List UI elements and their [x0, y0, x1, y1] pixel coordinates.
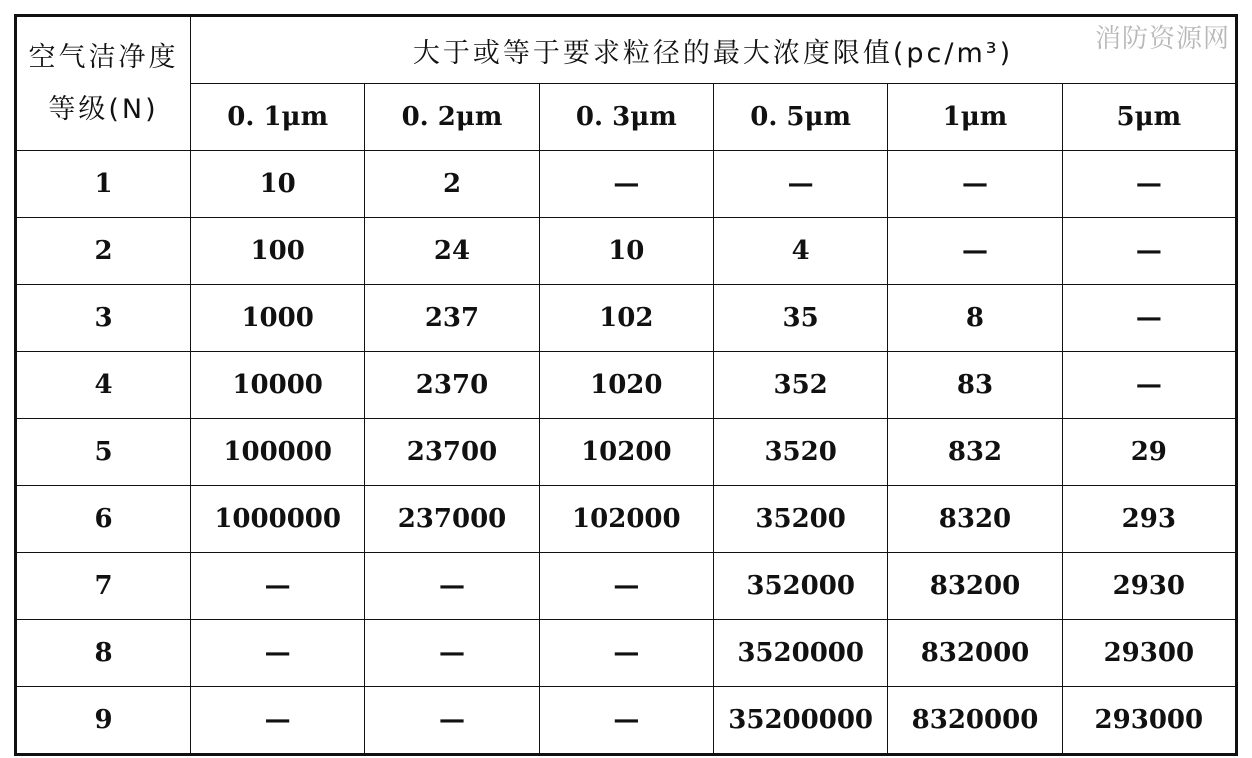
grade-cell: 1	[16, 151, 191, 218]
value-cell: 1020	[539, 352, 713, 419]
value-cell: 832	[888, 419, 1062, 486]
value-cell: 24	[365, 218, 539, 285]
value-cell: —	[1062, 151, 1236, 218]
value-cell: 1000000	[191, 486, 365, 553]
value-cell: —	[888, 218, 1062, 285]
value-cell: —	[539, 687, 713, 755]
table-body	[16, 151, 1237, 755]
grade-cell: 2	[16, 218, 191, 285]
table-header	[16, 16, 1237, 151]
value-cell: —	[1062, 352, 1236, 419]
value-cell: 4	[713, 218, 887, 285]
value-cell: 832000	[888, 620, 1062, 687]
table-row	[16, 687, 1237, 755]
particle-size-header: 0. 1μm	[191, 84, 365, 151]
table-row	[16, 419, 1237, 486]
grade-cell: 3	[16, 285, 191, 352]
value-cell: —	[888, 151, 1062, 218]
table-row	[16, 553, 1237, 620]
value-cell: 3520000	[713, 620, 887, 687]
value-cell: 10	[539, 218, 713, 285]
value-cell: 2370	[365, 352, 539, 419]
particle-size-header: 0. 2μm	[365, 84, 539, 151]
grade-cell: 4	[16, 352, 191, 419]
value-cell: 237000	[365, 486, 539, 553]
grade-header-line2: 等级(N)	[48, 93, 159, 125]
grade-cell: 6	[16, 486, 191, 553]
value-cell: —	[539, 620, 713, 687]
value-cell: 100000	[191, 419, 365, 486]
particle-size-header: 5μm	[1062, 84, 1236, 151]
table-row	[16, 285, 1237, 352]
value-cell: 2	[365, 151, 539, 218]
value-cell: —	[365, 553, 539, 620]
table-row	[16, 352, 1237, 419]
table-row	[16, 620, 1237, 687]
value-cell: —	[1062, 218, 1236, 285]
value-cell: 29300	[1062, 620, 1236, 687]
value-cell: 83	[888, 352, 1062, 419]
table-row	[16, 486, 1237, 553]
value-cell: 352000	[713, 553, 887, 620]
value-cell: 293	[1062, 486, 1236, 553]
grade-cell: 8	[16, 620, 191, 687]
grade-cell: 7	[16, 553, 191, 620]
value-cell: —	[713, 151, 887, 218]
value-cell: 1000	[191, 285, 365, 352]
value-cell: 102	[539, 285, 713, 352]
header-row-sizes	[16, 84, 1237, 151]
particle-size-header: 0. 5μm	[713, 84, 887, 151]
value-cell: 10000	[191, 352, 365, 419]
concentration-limit-header: 大于或等于要求粒径的最大浓度限值(pc/m³)	[191, 16, 1237, 84]
cleanliness-class-table	[14, 14, 1238, 756]
grade-column-header	[16, 16, 191, 151]
value-cell: 29	[1062, 419, 1236, 486]
value-cell: 2930	[1062, 553, 1236, 620]
particle-size-header: 0. 3μm	[539, 84, 713, 151]
grade-cell: 5	[16, 419, 191, 486]
value-cell: —	[365, 620, 539, 687]
value-cell: 100	[191, 218, 365, 285]
value-cell: 83200	[888, 553, 1062, 620]
value-cell: —	[1062, 285, 1236, 352]
value-cell: 8	[888, 285, 1062, 352]
value-cell: 35	[713, 285, 887, 352]
value-cell: 3520	[713, 419, 887, 486]
value-cell: 10	[191, 151, 365, 218]
value-cell: —	[365, 687, 539, 755]
watermark: 消防资源网	[1094, 24, 1230, 54]
value-cell: 352	[713, 352, 887, 419]
grade-cell: 9	[16, 687, 191, 755]
table-row	[16, 151, 1237, 218]
value-cell: 293000	[1062, 687, 1236, 755]
particle-size-header: 1μm	[888, 84, 1062, 151]
value-cell: 23700	[365, 419, 539, 486]
value-cell: 35200	[713, 486, 887, 553]
value-cell: —	[191, 553, 365, 620]
table-row	[16, 218, 1237, 285]
value-cell: —	[191, 687, 365, 755]
value-cell: 10200	[539, 419, 713, 486]
value-cell: 237	[365, 285, 539, 352]
value-cell: 102000	[539, 486, 713, 553]
value-cell: 8320000	[888, 687, 1062, 755]
value-cell: —	[539, 553, 713, 620]
grade-header-line1: 空气洁净度	[28, 42, 179, 74]
value-cell: —	[539, 151, 713, 218]
value-cell: 35200000	[713, 687, 887, 755]
value-cell: 8320	[888, 486, 1062, 553]
header-row-title	[16, 16, 1237, 84]
value-cell: —	[191, 620, 365, 687]
